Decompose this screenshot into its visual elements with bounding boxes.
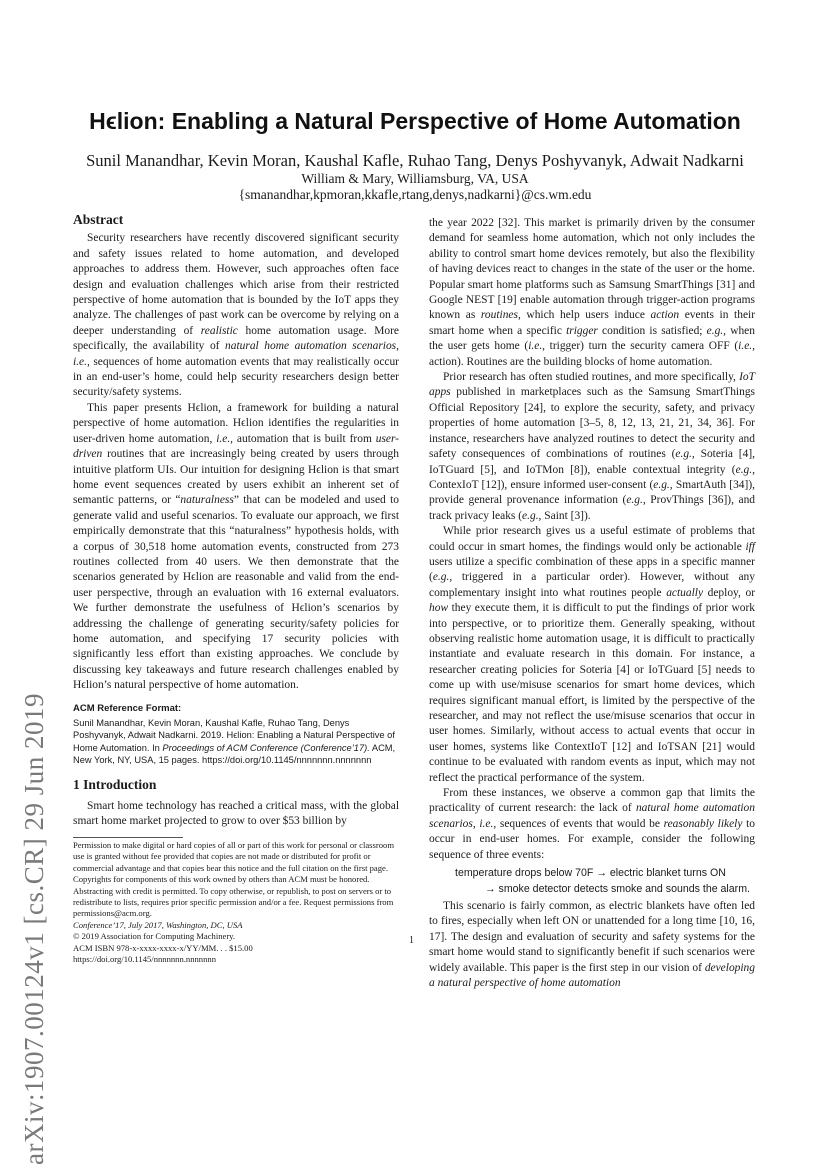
right-paragraph-3: While prior research gives us a useful estimate of problems that could occur in smart homes, the findings would only be actionable iff users utilize a specific combination of these apps in a specific manner (e.g., triggered in a particular order). However, without any complementary insight into what routines people actually deploy, or how they execute them, it is difficult to put the findings of prior work into perspective, or to prioritize them. Generally speaking, without observing realistic home automation usage, it is difficult to practically instantiate and evaluate research in this domain. For instance, a researcher creating policies for Soteria [4] or IoTGuard [5] needs to come up with use/misuse scenarios for smart home devices, which requires significant manual effort, is limited by the perspective of the researcher, and may not reflect the use/misuse scenarios that occur in user homes. Similarly, without access to actual events that occur in user homes, systems like ContextIoT [12] and IoTSAN [21] would continue to be evaluated with random events as input, which may not reflect the practical performance of the system. bbox=[429, 525, 756, 784]
doi-line: https://doi.org/10.1145/nnnnnnn.nnnnnnn bbox=[73, 954, 216, 965]
isbn-line: ACM ISBN 978-x-xxxx-xxxx-x/YY/MM. . . $15.00 bbox=[73, 942, 253, 953]
right-paragraph-5: This scenario is fairly common, as electric blankets have often led to fires, especially when left ON or unattended for a long time [10, 16, 17]. The design and evaluation of security and safety systems for the smart home would stand to significantly benefit if such scenarios were widely available. This paper is the first step in our vision of developing a natural perspective of home automation bbox=[429, 900, 755, 990]
author-emails: {smanandhar,kpmoran,kkafle,rtang,denys,nadkarni}@cs.wm.edu bbox=[238, 187, 592, 202]
section-heading-introduction: 1 Introduction bbox=[73, 777, 157, 792]
abstract-heading: Abstract bbox=[73, 212, 124, 227]
arxiv-stamp: arXiv:1907.00124v1 [cs.CR] 29 Jun 2019 bbox=[19, 693, 49, 1165]
copyright-footnote bbox=[73, 840, 399, 965]
example-scenario bbox=[429, 865, 755, 897]
paper-title: Hϵlion: Enabling a Natural Perspective of Home Automation bbox=[89, 108, 741, 134]
intro-paragraph-1: Smart home technology has reached a critical mass, with the global smart home market projected to grow to over $53 billion by bbox=[73, 800, 399, 828]
copyright-line: © 2019 Association for Computing Machinery. bbox=[73, 931, 236, 942]
conference-info: Conference’17, July 2017, Washington, DC, USA bbox=[73, 919, 243, 930]
abstract-paragraph-1: Security researchers have recently discovered significant security and safety issues related to home automation, and developed approaches to address them. However, such approaches often face design and evaluation challenges which arise from their restricted perspective of home automation that is bounded by the IoT apps they analyze. The challenges of past work can be overcome by relying on a deeper understanding of realistic home automation usage. More specifically, the availability of natural home automation scenarios, i.e., sequences of home automation events that may realistically occur in an end-user’s home, could help security researchers design better security/safety systems. bbox=[73, 232, 399, 399]
permission-notice: Permission to make digital or hard copies of all or part of this work for personal or classroom use is granted without fee provided that copies are not made or distributed for profit or commercial advantage and that copies bear this notice and the full citation on the first page. Copyrights for components of this work owned by others than ACM must be honored. Abstracting with credit is permitted. To copy otherwise, or republish, to post on servers or to redistribute to lists, requires prior specific permission and/or a fee. Request permissions from permissions@acm.org. bbox=[73, 840, 394, 919]
footnote-rule bbox=[73, 837, 183, 838]
author-list: Sunil Manandhar, Kevin Moran, Kaushal Kafle, Ruhao Tang, Denys Poshyvanyk, Adwait Nadkarni bbox=[86, 151, 744, 170]
right-paragraph-2: Prior research has often studied routines, and more specifically, IoT apps published in marketplaces such as the Samsung SmartThings Official Repository [24], to explore the security, safety, and privacy properties of home automation [3–5, 8, 12, 13, 21, 21, 34, 36]. For instance, researchers have analyzed routines to detect the security and safety consequences of combinations of routines (e.g., Soteria [4], IoTGuard [5], and IoTMon [8]), enable contextual integrity (e.g., ContexIoT [12]), ensure informed user-consent (e.g., SmartAuth [34]), provide general provenance information (e.g., ProvThings [36]), and track privacy leaks (e.g., Saint [3]). bbox=[429, 371, 756, 522]
right-paragraph-1: the year 2022 [32]. This market is primarily driven by the consumer demand for seamless home automation, which not only includes the ability to control smart home devices remotely, but also the flexibility of having devices react to changes in the state of the user or the home. Popular smart home platforms such as Samsung SmartThings [31] and Google NEST [19] enable automation through trigger-action programs known as routines, which help users induce action events in their smart home when a specific trigger condition is satisfied; e.g., when the user gets home (i.e., trigger) turn the security camera OFF (i.e., action). Routines are the building blocks of home automation. bbox=[429, 217, 756, 368]
abstract-paragraph-2: This paper presents Hϵlion, a framework for building a natural perspective of home automation. Hϵlion identifies the regularities in user-driven home automation, i.e., automation that is built from user-driven routines that are increasingly being created by users through intuitive platform UIs. Our intuition for designing Hϵlion is that smart home event sequences created by users exhibit an inherent set of semantic patterns, or “naturalness” that can be modeled and used to generate valid and useful scenarios. To evaluate our approach, we first empirically demonstrate that this “naturalness” hypothesis holds, with a corpus of 30,518 home automation events, constructed from 273 routines collected from 40 users. We then demonstrate that the scenarios generated by Hϵlion are reasonable and valid from the end-user perspective, through an evaluation with 16 external evaluators. We further demonstrate the usefulness of Hϵlion’s scenarios by addressing the challenge of generating security/safety policies for home automation, and specifying 17 security policies with significantly less effort than existing approaches. We conclude by discussing key takeaways and future research challenges enabled by Hϵlion’s natural perspective of home automation. bbox=[73, 401, 400, 692]
affiliation: William & Mary, Williamsburg, VA, USA bbox=[301, 171, 529, 186]
example-line-1: temperature drops below 70F → electric blanket turns ON bbox=[455, 867, 726, 880]
acm-reference-heading: ACM Reference Format: bbox=[73, 702, 182, 714]
acm-reference-text: Sunil Manandhar, Kevin Moran, Kaushal Kafle, Ruhao Tang, Denys Poshyvanyk, Adwait Nadkarni. 2019. Hϵlion: Enabling a Natural Perspective of Home Automation. In Proceedings of ACM Conference (Conference’17). ACM, New York, NY, USA, 15 pages. https://doi.org/10.1145/nnnnnnn.nnnnnnn bbox=[73, 718, 396, 766]
left-column bbox=[73, 212, 399, 767]
example-line-2: → smoke detector detects smoke and sounds the alarm. bbox=[485, 883, 750, 896]
page-number: 1 bbox=[409, 935, 414, 946]
right-paragraph-4: From these instances, we observe a common gap that limits the practicality of current research: the lack of natural home automation scenarios, i.e., sequences of events that would be reasonably likely to occur in end-user homes. For example, consider the following sequence of three events: bbox=[429, 787, 755, 861]
right-column bbox=[429, 216, 755, 992]
introduction-start bbox=[73, 799, 399, 830]
